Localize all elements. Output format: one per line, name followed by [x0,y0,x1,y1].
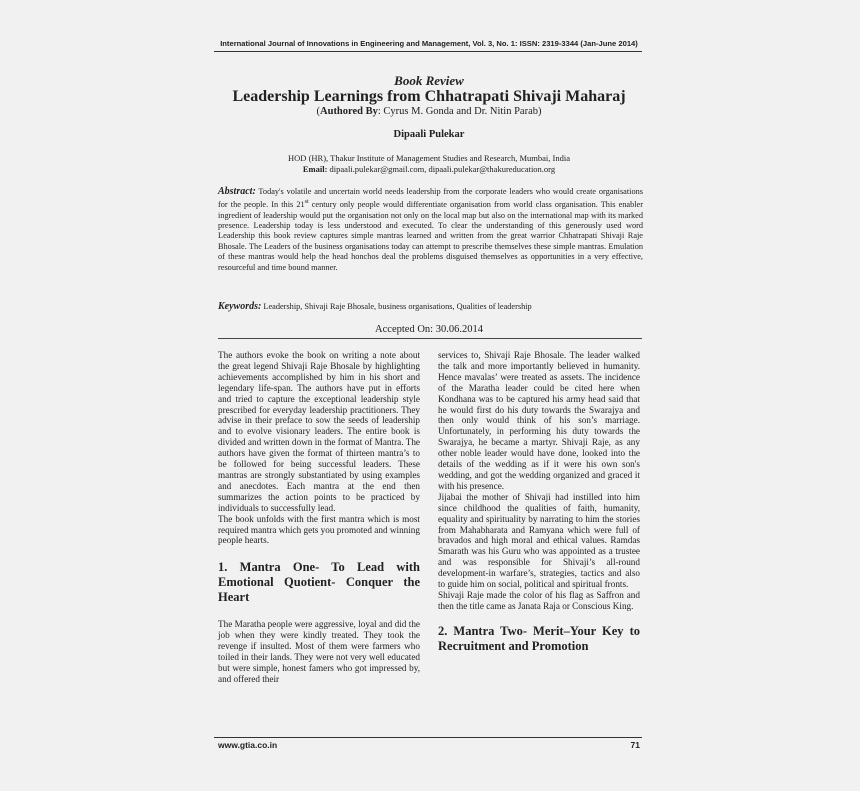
author-email [214,164,644,175]
accepted-divider [218,338,642,339]
section-heading: 2. Mantra Two- Merit–Your Key to Recruitment and Promotion [438,623,640,653]
authored-label: Authored By [320,106,378,117]
authored-names: : Cyrus M. Gonda and Dr. Nitin Parab) [377,106,542,117]
section-label: Book Review [394,73,464,88]
paragraph: The authors evoke the book on writing a note about the great legend Shivaji Raje Bhosale by highlighting achievements accomplished by him in his short and legendary life-span. The authors have put in efforts and tried to capture the exceptional leadership style prescribed for everyday leadership practitioners. They advise in their preface to sow the seeds of leadership and to evolve visionary leaders. The entire book is divided and written down in the format of Mantra. The authors have given the format of thirteen mantra’s to be followed for being successful leaders. These mantras are strongly substantiated by using examples and anecdotes. Each mantra at the end then summarizes the action points to be practiced by individuals to successfully lead. [218,350,420,513]
accepted-date: Accepted On: 30.06.2014 [375,324,483,335]
footer-divider [214,737,642,738]
article-title: Leadership Learnings from Chhatrapati Shivaji Maharaj [232,88,626,105]
paragraph: Shivaji Raje made the color of his flag as Saffron and then the title came as Janata Raja or Conscious King. [438,589,640,611]
abstract-superscript: st [304,199,309,206]
paragraph: Jijabai the mother of Shivaji had instilled into him since childhood the qualities of faith, humanity, equality and spirituality by narrating to him the stories from Mahabharata and Ramyana which were full of bravados and high moral and ethical values. Ramdas Smarath was his Guru who was appointed as a trustee and was responsible for Shivaji’s all-round development-in warfare’s, strategies, tactics and also to guide him on social, political and spiritual fronts. [438,491,640,590]
paragraph: services to, Shivaji Raje Bhosale. The leader walked the talk and more importantly believed in humanity. Hence mavalas’ were treated as assets. The incidence of the Maratha leader could be cited here when Kondhana was to be captured his army head said that he would first do his duty towards the Swarajya and then only would think of his son’s marriage. Unfortunately, in performing his duty towards the Swarajya, he became a martyr. Shivaji Raje, as any other noble leader would have done, looked into the details of the wedding as if it were his own son's wedding, and got the wedding organized and graced it with his presence. [438,350,640,491]
footer-website: www.gtia.co.in [218,740,278,750]
email-value: dipaali.pulekar@gmail.com, dipaali.pulekar@thakureducation.org [327,164,556,174]
abstract-text-pre: Today's volatile and uncertain world needs leadership from the corporate leaders who would create organisations for the people. In this 21 [218,187,643,210]
page-number: 71 [630,740,640,750]
header-divider [214,51,642,52]
journal-header: International Journal of Innovations in Engineering and Management, Vol. 3, No. 1: ISSN: 2319-3344 (Jan-June 2014) [220,39,638,48]
email-label: Email: [302,164,328,174]
body-column-right [438,350,640,654]
affiliation-text: HOD (HR), Thakur Institute of Management Studies and Research, Mumbai, India [288,153,570,163]
body-column-left [218,350,420,685]
keywords-value: Leadership, Shivaji Raje Bhosale, business organisations, Qualities of leadership [261,302,532,311]
paragraph: The Maratha people were aggressive, loyal and did the job when they were kindly treated. They took the revenge if insulted. Most of them were farmers who toiled in their lands. They were not very well educated but were simple, honest famers who got impressed by, and offered their [218,619,420,684]
keywords [218,301,643,312]
abstract [218,187,643,273]
authored-open: ( [316,106,321,117]
author-name: Dipaali Pulekar [393,129,465,140]
abstract-text-post: century only people would differentiate organisation from world class organisation. This enabler ingredient of leadership would put the organisation not only on the local map but also on the international map with its marked presence. Leadership today is less understood and executed. To clear the understanding of this generously used word Leadership this book review captures simple mantras learned and written from the great warrior Chhatrapati Shivaji Raje Bhosale. The Leaders of the business organisations today can attempt to prescribe themselves these simple mantras. Emulation of these mantras would help the head honchos deal the problems disguised themselves as opportunities in a very effective, resourceful and time bound manner. [218,200,643,272]
author-affiliation [214,153,644,175]
section-heading: 1. Mantra One- To Lead with Emotional Quotient- Conquer the Heart [218,560,420,605]
keywords-label: Keywords: [218,301,262,312]
paragraph: The book unfolds with the first mantra which is most required mantra which gets you promoted and winning people hearts. [218,513,420,546]
abstract-label: Abstract: [218,186,256,197]
authored-by [214,106,644,117]
